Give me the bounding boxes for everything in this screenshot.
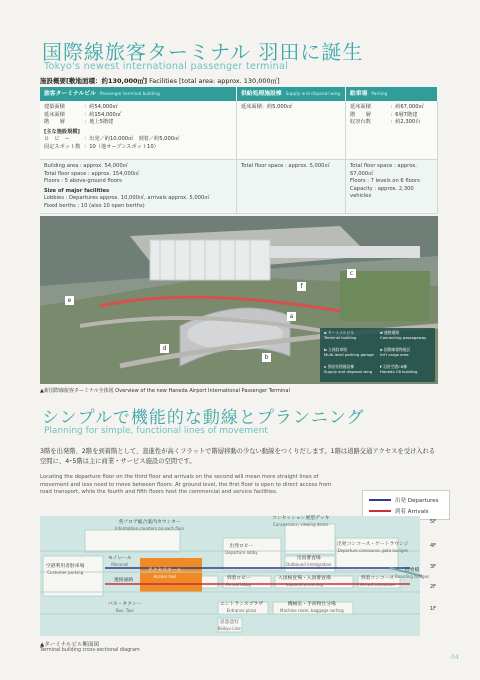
section2-title: シンプルで機能的な動線とプランニング [42,408,365,428]
marker-f: f [297,282,306,291]
header-supply: 供給処理施設棟 Supply and disposal wing [237,87,346,101]
floor-4f: 4F [430,543,437,549]
page-number: 04 [451,654,459,661]
legend-arrivals: 到着 Arrivals [369,507,428,515]
label-access-hall: アクセスホール Access hall [148,568,182,580]
label-passage: 連絡通路 [114,578,134,583]
terminal-en-cell: Building area : approx. 54,000㎡ Total floor space : approx. 154,000㎡ Floors : 5 above-ground floors Size of major facilities Lobbies : Departures approx. 10,000㎡, arrivals approx. 5,000㎡ Fixed berths : 10 (also 10 open berths) [40,160,237,214]
cross-section-caption-en: Terminal building cross-sectional diagram [40,648,140,653]
header-parking: 駐車場 Parking [346,87,438,101]
parking-jp-cell: 延床面積 ：約67,000㎡ 階 層 ：6層7階建 収容台数 ：約2,300台 [346,101,438,160]
section2-subtitle: Planning for simple, functional lines of movement [44,426,268,436]
parking-en-cell: Total floor space : approx. 67,000㎡ Floors : 7 levels on 6 floors Capacity : approx. 2,300 vehicles [346,160,438,214]
label-departure-concourse: 出発コンコース・ゲートラウンジ Departure concourse, gate lounges [337,542,409,554]
aerial-caption: ▲新国際線旅客ターミナル全体図 Overview of the new Haneda Airport International Passenger Terminal [40,388,290,394]
cross-section-caption: ▲ターミナルビル断面図 [40,642,99,648]
overview-label-en: Facilities [total area: approx. 130,000㎡] [149,77,280,85]
header-terminal: 旅客ターミナルビル Passenger terminal building [40,87,237,101]
label-inbound-screening: 入国検査場・入国審査場 Inbound screening [278,576,331,588]
supply-jp-cell: 延床面積：約5,000㎡ [237,101,346,160]
overview-label-jp: 施設概要[敷地面積：約130,000㎡] [40,77,148,85]
label-info-counter: 各フロア総合案内カウンター Information counters on each floor [115,520,185,532]
label-departure-lobby: 出発ロビー Departure lobby [225,544,258,556]
label-departure-screening: 出国審査場 Outbound immigration [286,556,332,568]
marker-a: a [287,312,296,321]
label-machine-room: 機械室・手荷物仕分場 Machine room, baggage sorting [280,602,344,614]
label-arrival-concourse: 到着コンコース Arrival concourse [360,576,395,588]
label-bus-taxi: バス・タクシー Bus, Taxi [108,602,142,614]
aerial-overview-image: a b c d e f a ターミナルビル Terminal building b 立体駐車場 Multi-level parking garage c 供給処理施設棟 Supply and disposal wing d 連絡通路 Connecting passageway e 国際線貨物地区 Int'l cargo area f 羽田空港C6棟 Haneda C6 building [40,216,438,384]
section2-body-jp: 3階を出発階、2階を到着階として、直進性が高くフラットで階層移動の少ない動線をつくりだします。1階は道路交通アクセスを受け入れる空間に、4･5階は主に商業・サービス施設の空間です。 [40,448,436,465]
section2-body-en: Locating the departure floor on the third floor and arrivals on the second will mean more straight lines of movement and less need to move between floors. At ground level, the first floor is open to direct access from road transport, while the fourth and fifth floors host the commercial and service facilities. [40,474,332,496]
page-title: 国際線旅客ターミナル 羽田に誕生 [42,40,364,64]
label-customer-parking: 空港利用者駐車場 Customer parking [46,564,85,576]
floor-1f: 1F [430,606,437,612]
arrivals-line-icon [369,510,391,512]
overview-label [40,76,280,85]
marker-d: d [160,344,169,353]
label-boarding-bridge: 搭乗橋 Boarding bridges [395,568,430,580]
legend-departures: 出発 Departures [369,496,439,504]
label-keikyu: 京急急行 Keikyu Line [218,620,241,632]
terminal-jp-cell: 建築面積 ：約54,000㎡ 延床面積 ：約154,000㎡ 階 層 ：地上5階建 [主な施設規模] ロ ビ ー ：出発／約10,000㎡ 到着／約5,000㎡ 固定スポット数 ：10（他オープンスポット10） [40,101,237,160]
label-arrival-lobby: 到着ロビー Arrival lobby [226,576,252,588]
marker-e: e [65,296,74,305]
floor-3f: 3F [430,564,437,570]
floor-2f: 2F [430,584,437,590]
page-subtitle: Tokyo's newest international passenger terminal [44,61,289,72]
departures-line-icon [369,499,391,501]
marker-c: c [347,269,356,278]
cross-section-diagram [40,516,450,636]
label-entrance-plaza: エントランスプラザ Entrance plaza [220,602,264,614]
label-monorail: モノレール Monorail [108,556,132,568]
label-concession-deck: コンセッション展望デッキ Concessions, viewing decks [272,516,330,528]
marker-b: b [262,353,271,362]
facilities-table [40,87,438,214]
floor-5f: 5F [430,519,437,525]
supply-en-cell: Total floor space : approx. 5,000㎡ [237,160,346,214]
